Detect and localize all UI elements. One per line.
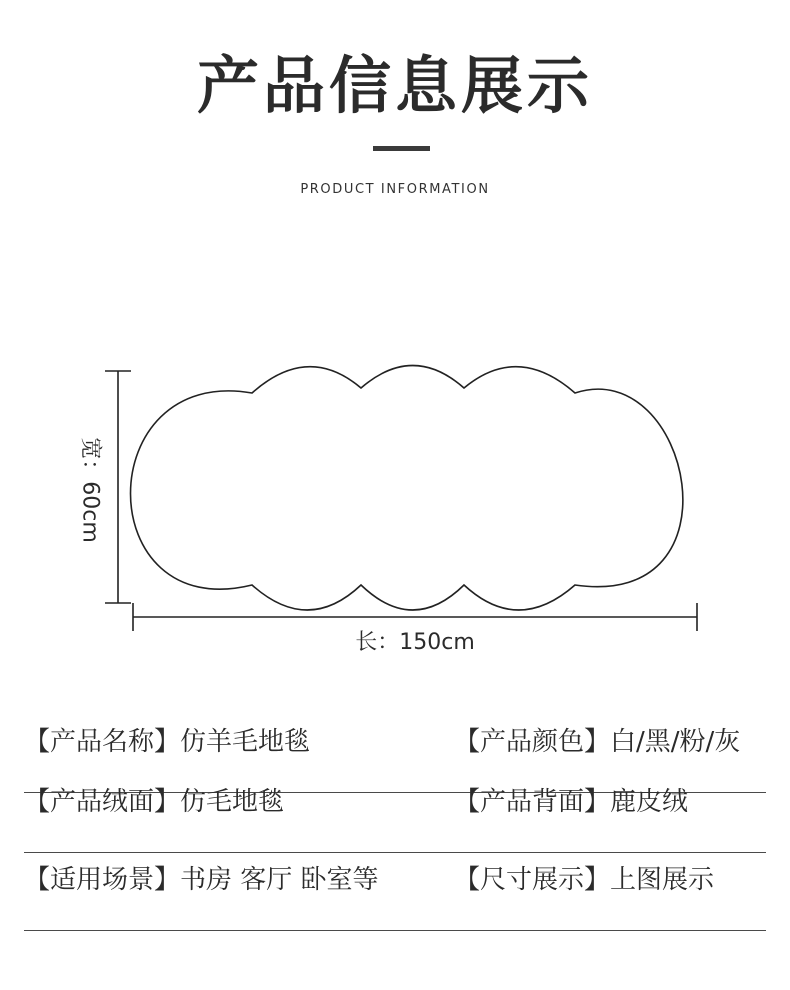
spec-row-scene-size <box>24 858 766 931</box>
page-subtitle: PRODUCT INFORMATION <box>300 182 490 197</box>
spec-row-pile-backing <box>24 780 766 853</box>
width-label: 宽：60cm <box>77 437 103 543</box>
spec-product-backing: 【产品背面】鹿皮绒 <box>454 787 689 817</box>
rug-outline <box>131 366 683 611</box>
length-label: 长：150cm <box>355 630 475 655</box>
spec-product-color: 【产品颜色】白/黑/粉/灰 <box>454 727 741 757</box>
page-title: 产品信息展示 <box>196 49 593 122</box>
spec-usage-scenes: 【适用场景】书房 客厅 卧室等 <box>24 865 379 895</box>
spec-product-pile: 【产品绒面】仿毛地毯 <box>24 787 285 817</box>
spec-size-display: 【尺寸展示】上图展示 <box>454 865 715 895</box>
spec-product-name: 【产品名称】仿羊毛地毯 <box>24 727 311 757</box>
